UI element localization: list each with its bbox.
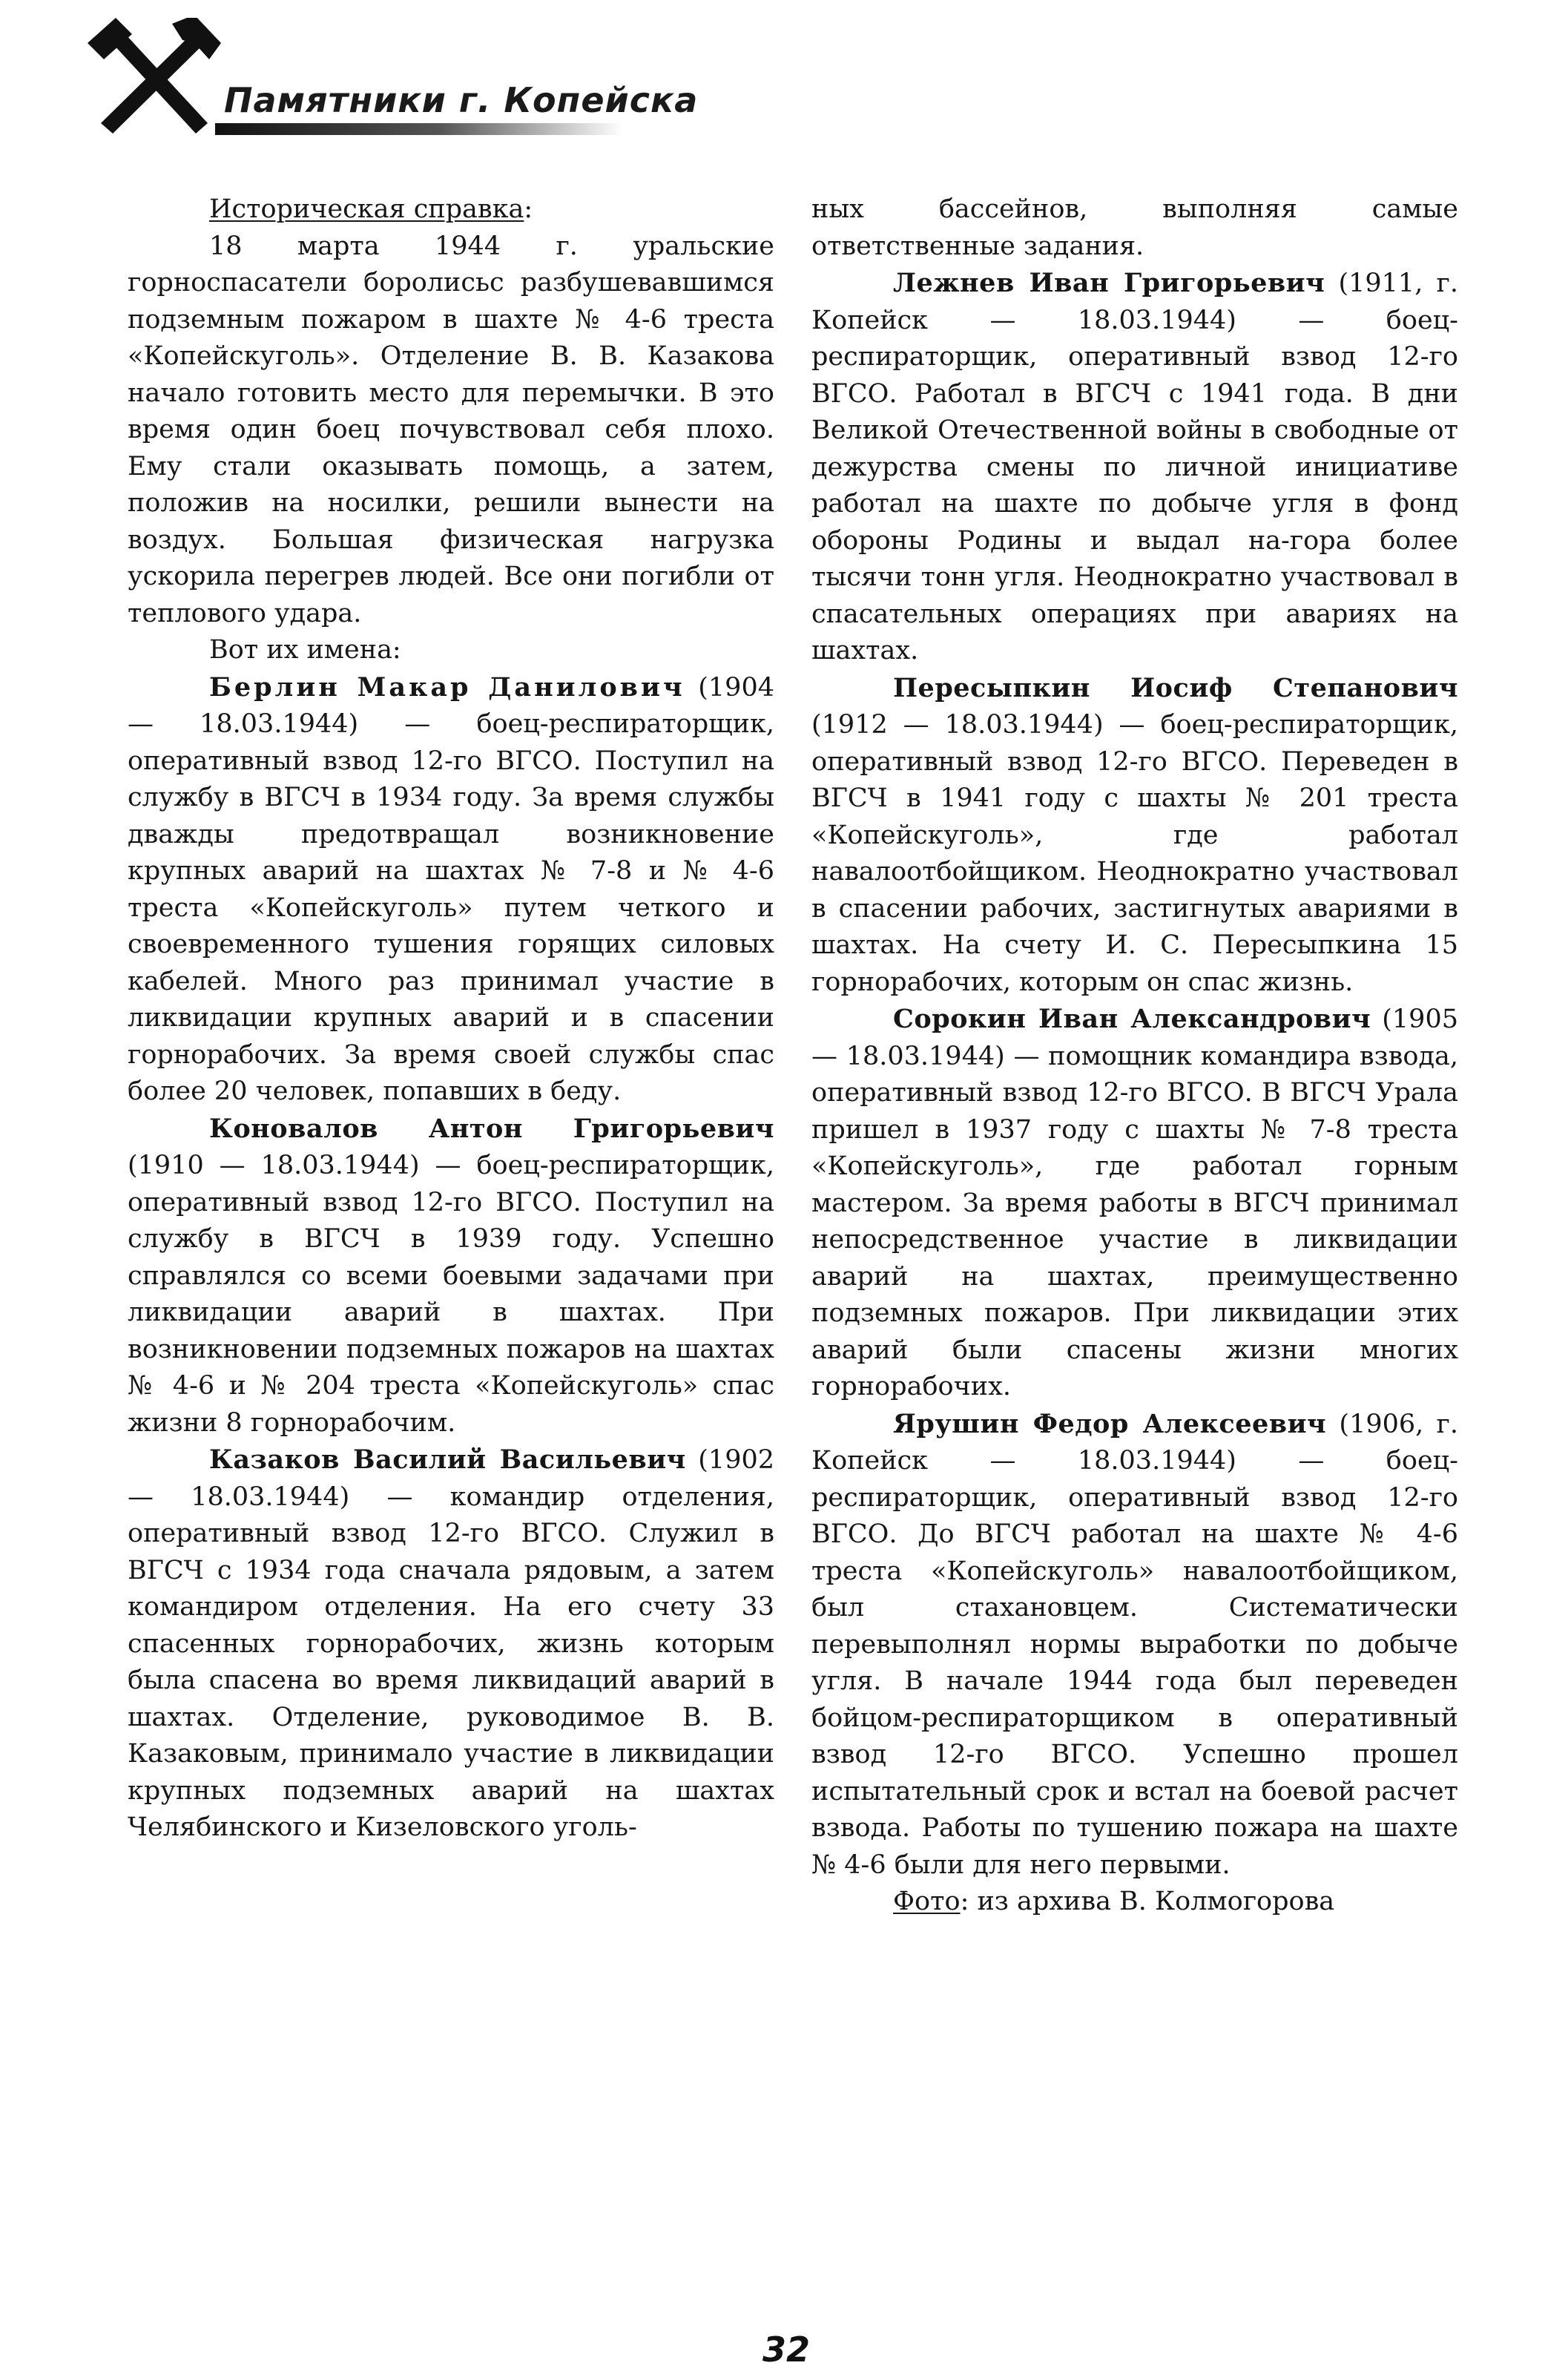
entry-sorokin (811, 1001, 1458, 1406)
photo-credit-label: Фото (893, 1887, 961, 1916)
entry-konovalov (128, 1111, 774, 1442)
entry-name: Сорокин Иван Александрович (893, 1004, 1371, 1034)
entry-text: (1912 — 18.03.1944) — боец-респираторщик, оперативный взвод 12-го ВГСО. Переведен в ВГСЧ в 1941 году с шахты № 201 треста «Копейскуголь», где работал навалоотбойщиком. Неоднократно участвовал в спасении рабочих, застигнутых авариями в шахтах. На счету И. С. Пересыпкина 15 горнорабочих, которым он спас жизнь. (811, 710, 1458, 997)
entry-text: (1904 — 18.03.1944) — боец-респираторщик, оперативный взвод 12-го ВГСО. Поступил на службу в ВГСЧ в 1934 году. За время службы дважды предотвращал возникновение крупных аварий на шахтах № 7-8 и № 4-6 треста «Копейскуголь» путем четкого и своевременного тушения горящих силовых кабелей. Много раз принимал участие в ликвидации крупных аварий и в спасении горнорабочих. За время своей службы спас более 20 человек, попавших в беду. (128, 672, 774, 1106)
crossed-hammers-icon (83, 18, 224, 137)
page-number: 32 (762, 2330, 811, 2370)
historical-note-label-line: Историческая справка: (209, 194, 533, 224)
entry-text: (1906, г. Копейск — 18.03.1944) — боец-респираторщик, оперативный взвод 12-го ВГСО. До ВГСЧ работал на шахте № 4-6 треста «Копейскуголь» навалоотбойщиком, был стахановцем. Систематически перевыполнял нормы выработки по добыче угля. В начале 1944 года был переведен бойцом-респираторщиком в оперативный взвод 12-го ВГСО. Успешно прошел испытательный срок и встал на боевой расчет взвода. Работы по тушению пожара на шахте № 4-6 были для него первыми. (811, 1409, 1458, 1880)
entry-text: (1910 — 18.03.1944) — боец-респираторщик, оперативный взвод 12-го ВГСО. Поступил на службу в ВГСЧ в 1939 году. Успешно справлялся со всеми боевыми задачами при ликвидации аварий в шахтах. При возникновении подземных пожаров на шахтах № 4-6 и № 204 треста «Копейскуголь» спас жизни 8 горнорабочим. (128, 1151, 774, 1438)
entry-yarushin (811, 1406, 1458, 1884)
entry-berlin (128, 669, 774, 1111)
running-header-title: Памятники г. Копейска (224, 80, 699, 120)
entry-text: (1905 — 18.03.1944) — помощник командира взвода, оперативный взвод 12-го ВГСО. В ВГСЧ Урала пришел в 1937 году с шахты № 7-8 треста «Копейскуголь», где работал горным мастером. За время работы в ВГСЧ принимал непосредственное участие в ликвидации аварий на шахтах, преимущественно подземных пожаров. При ликвидации этих аварий были спасены жизни многих горнорабочих. (811, 1005, 1458, 1401)
entry-text: (1911, г. Копейск — 18.03.1944) — боец-респираторщик, оперативный взвод 12-го ВГСО. Работал в ВГСЧ с 1941 года. В дни Великой Отечественной войны в свободные от дежурства смены по личной инициативе работал на шахте по добыче угля в фонд обороны Родины и выдал на-гора более тысячи тонн угля. Неоднократно участвовал в спасательных операциях при авариях на шахтах. (811, 269, 1458, 665)
entry-name: Ярушин Федор Алексеевич (893, 1408, 1327, 1439)
photo-credit (811, 1884, 1458, 1921)
text-column-right (811, 191, 1458, 1921)
entry-kazakov-continuation: ных бассейнов, выполняя самые ответственные задания. (811, 194, 1458, 261)
entry-kazakov (128, 1441, 774, 1847)
text-column-left (128, 191, 774, 1847)
entry-name: Лежнев Иван Григорьевич (893, 268, 1325, 298)
entry-name: Берлин Макар Данилович (209, 671, 685, 703)
entry-name: Казаков Василий Васильевич (209, 1444, 686, 1475)
historical-note-text: 18 марта 1944 г. уральские горноспасатели боролисьс разбушевавшимся подземным пожаром в шахте № 4-6 треста «Копейскуголь». Отделение В. В. Казакова начало готовить место для перемычки. В это время один боец почувствовал себя плохо. Ему стали оказывать помощь, а затем, положив на носилки, решили вынести на воздух. Большая физическая нагрузка ускорила перегрев людей. Все они погибли от теплового удара. (128, 231, 774, 628)
entry-name: Пересыпкин Иосиф Степанович (893, 672, 1458, 703)
entry-text: (1902 — 18.03.1944) — командир отделения, оперативный взвод 12-го ВГСО. Служил в ВГСЧ с 1934 года сначала рядовым, а затем командиром отделения. На его счету 33 спасенных горнорабочих, жизнь которым была спасена во время ликвидаций аварий в шахтах. Отделение, руководимое В. В. Казаковым, принимало участие в ликвидации крупных подземных аварий на шахтах Челябинского и Кизеловского уголь- (128, 1445, 774, 1842)
names-intro: Вот их имена: (209, 635, 401, 665)
historical-note-label: Историческая справка (209, 194, 524, 224)
entry-lezhnev (811, 265, 1458, 670)
photo-credit-text: : из архива В. Колмогорова (960, 1887, 1335, 1916)
entry-peresypkin (811, 670, 1458, 1002)
header-underline (215, 123, 623, 135)
entry-name: Коновалов Антон Григорьевич (209, 1113, 774, 1144)
